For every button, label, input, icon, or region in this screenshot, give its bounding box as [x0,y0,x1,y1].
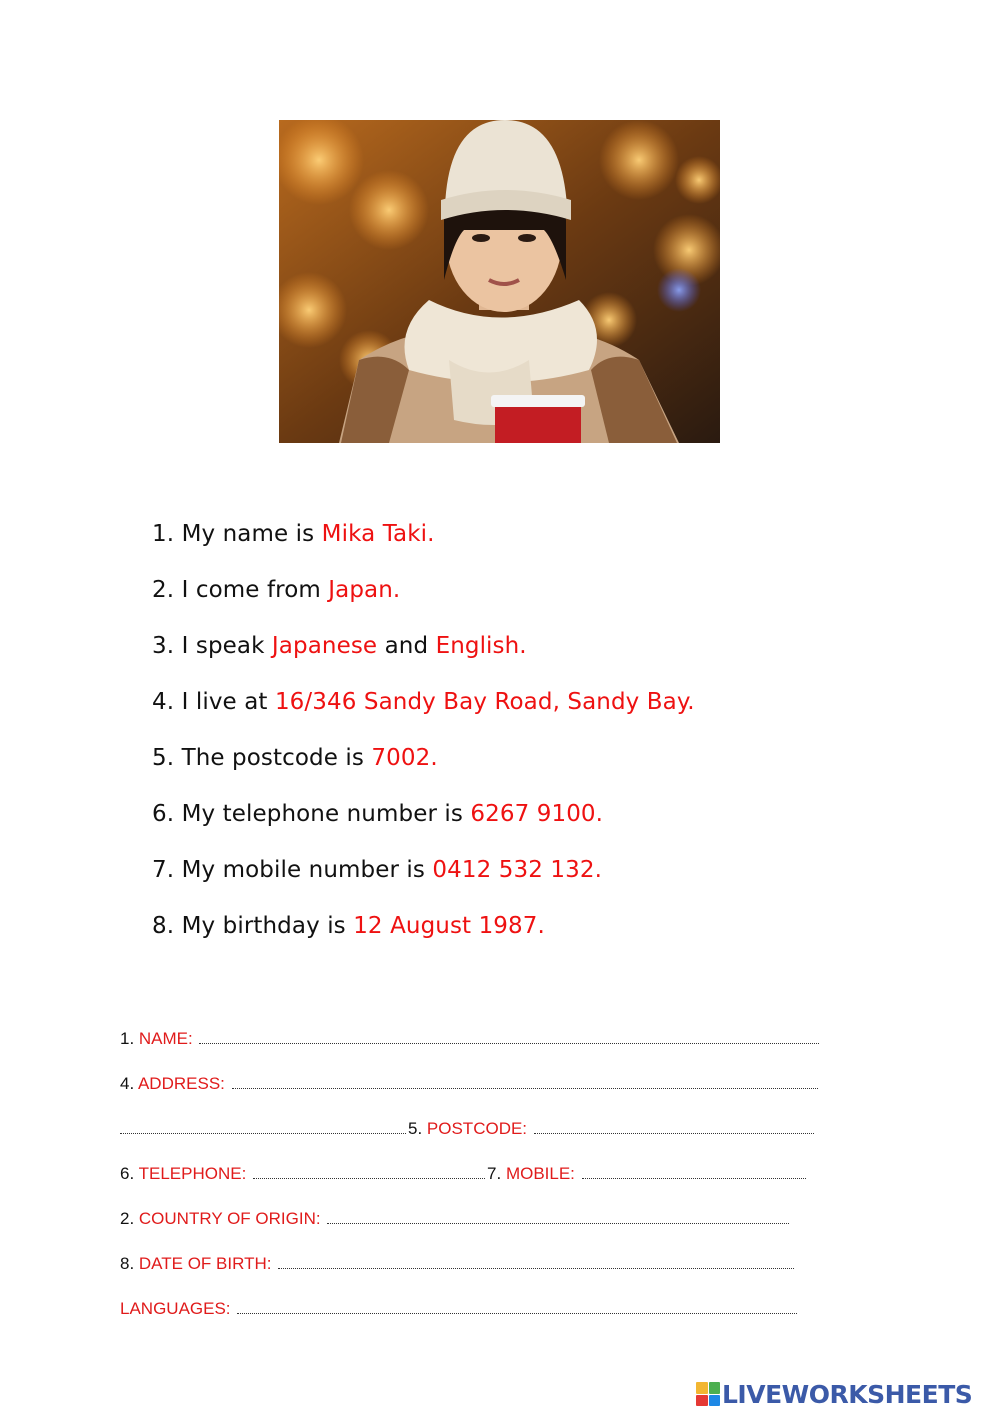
statement-number: 1. [152,521,175,547]
dob-label: DATE OF BIRTH: [138,1254,272,1273]
form-row-address-postcode [120,1117,816,1141]
address-field-line-2[interactable] [120,1129,406,1134]
statement-number: 8. [152,913,175,939]
languages-field[interactable] [237,1309,797,1314]
dob-field[interactable] [278,1264,794,1269]
field-number: 4. [120,1074,138,1093]
field-number: 1. [120,1029,139,1048]
statement-number: 7. [152,857,175,883]
statement-list [152,512,695,960]
statement-answer: 16/346 Sandy Bay Road, Sandy Bay. [274,689,695,715]
form-row-dob [120,1252,796,1276]
mobile-label: MOBILE: [505,1164,575,1183]
field-number: 8. [120,1254,139,1273]
statement-6 [152,792,695,848]
statement-answer: 12 August 1987. [353,913,545,939]
statement-text: I come from [174,577,329,603]
name-label: NAME: [138,1029,193,1048]
liveworksheets-logo[interactable] [696,1378,972,1410]
telephone-label: TELEPHONE: [138,1164,247,1183]
statement-answer: 6267 9100. [470,801,604,827]
form-row-languages [120,1297,799,1321]
statement-text: My mobile number is [174,857,433,883]
postcode-field[interactable] [534,1129,814,1134]
statement-text: My birthday is [174,913,354,939]
statement-4 [152,680,695,736]
statement-number: 2. [152,577,175,603]
statement-text: I live at [174,689,275,715]
country-label: COUNTRY OF ORIGIN: [138,1209,321,1228]
postcode-label: POSTCODE: [426,1119,528,1138]
statement-text-middle: and [377,633,436,659]
statement-1 [152,512,695,568]
field-number: 2. [120,1209,139,1228]
form-row-telephone-mobile [120,1162,808,1186]
statement-number: 3. [152,633,175,659]
statement-3 [152,624,695,680]
statement-answer: Japan. [328,577,401,603]
mobile-field[interactable] [582,1174,806,1179]
form-row-country [120,1207,791,1231]
form-row-address [120,1072,820,1096]
statement-text: My name is [174,521,322,547]
liveworksheets-logo-icon [696,1382,720,1406]
statement-7 [152,848,695,904]
field-number: 5. [408,1119,427,1138]
country-field[interactable] [327,1219,789,1224]
address-label: ADDRESS: [137,1074,225,1093]
telephone-field[interactable] [253,1174,485,1179]
statement-text: I speak [174,633,272,659]
name-field[interactable] [199,1039,819,1044]
statement-answer: 7002. [371,745,438,771]
statement-answer: Mika Taki. [321,521,435,547]
statement-text: My telephone number is [174,801,471,827]
statement-5 [152,736,695,792]
statement-answer-2: English. [435,633,527,659]
field-number: 6. [120,1164,139,1183]
statement-number: 4. [152,689,175,715]
logo-text: LIVEWORKSHEETS [722,1379,973,1409]
statement-number: 5. [152,745,175,771]
statement-number: 6. [152,801,175,827]
statement-2 [152,568,695,624]
address-field[interactable] [232,1084,818,1089]
portrait-photo [279,120,720,443]
languages-label: LANGUAGES: [120,1299,231,1318]
statement-text: The postcode is [174,745,372,771]
statement-answer: 0412 532 132. [432,857,602,883]
statement-answer: Japanese [271,633,378,659]
form-row-name [120,1027,821,1051]
statement-8 [152,904,695,960]
woman-portrait-photo-icon [279,120,720,443]
field-number: 7. [487,1164,506,1183]
